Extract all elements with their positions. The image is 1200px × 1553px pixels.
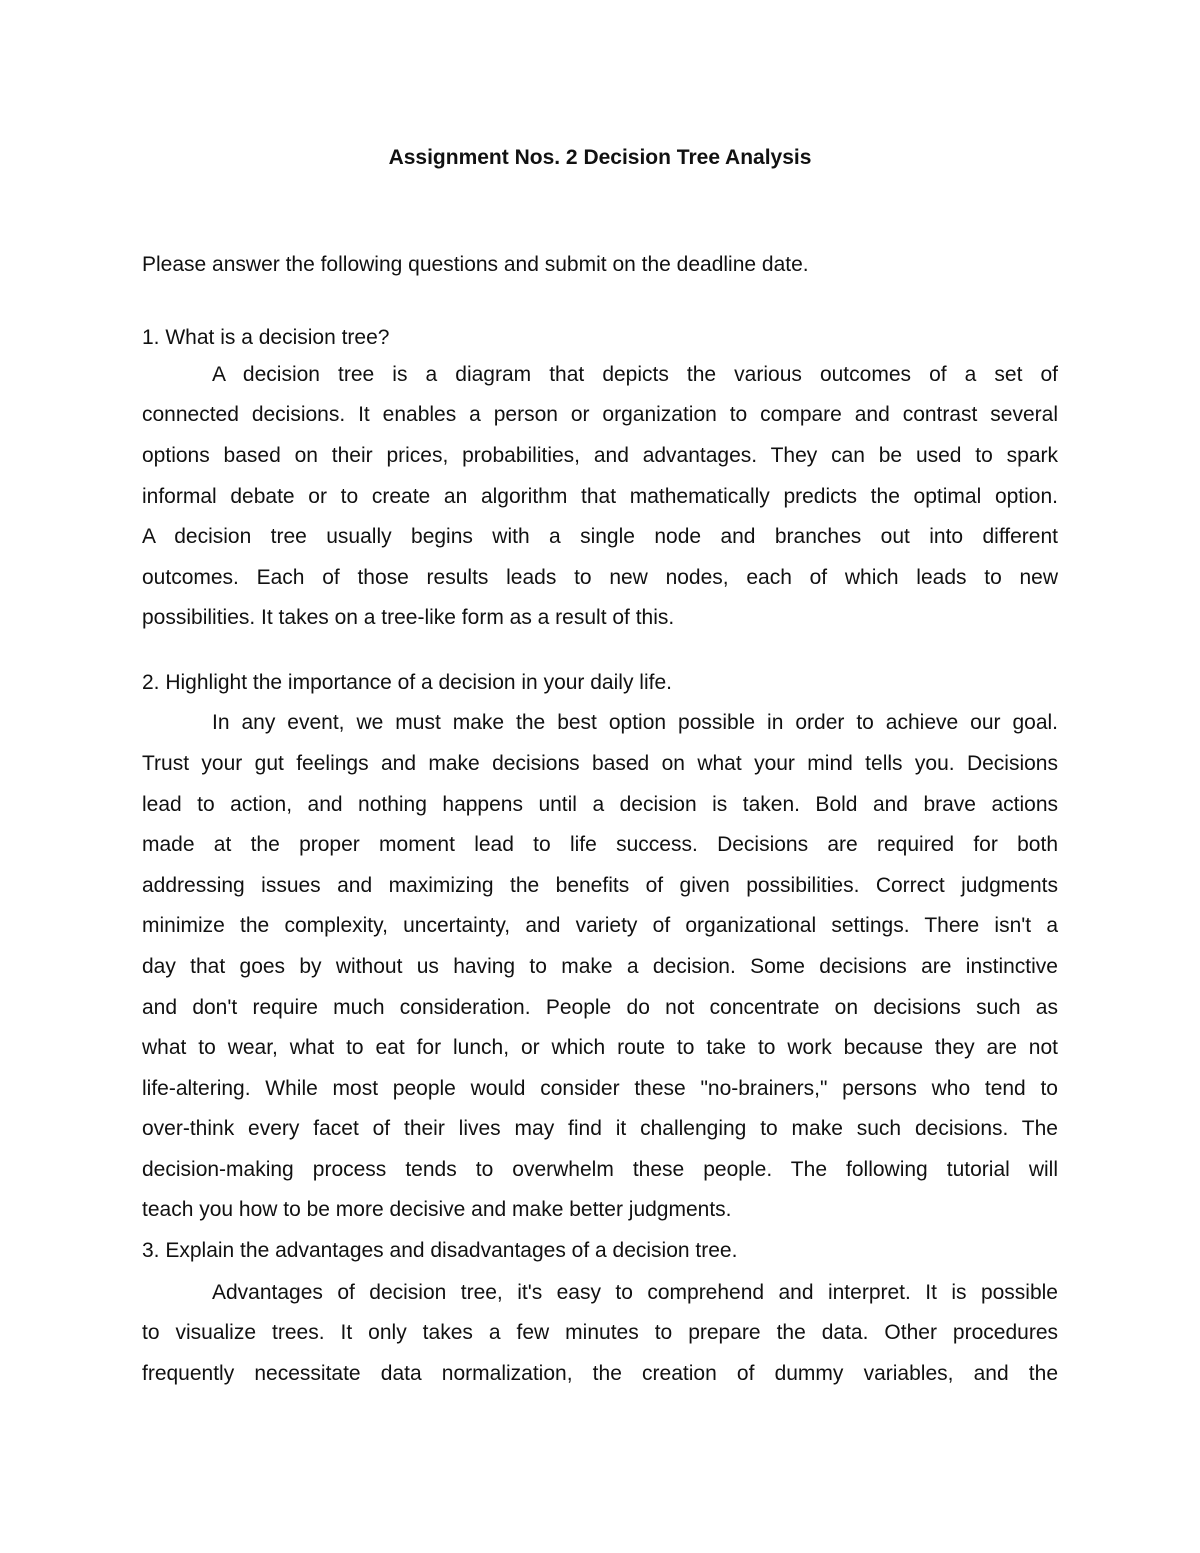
q3-answer-line: to visualize trees. It only takes a few minutes to prepare the data. Other procedures [142,1321,1058,1344]
q1-answer-line: informal debate or to create an algorithm that mathematically predicts the optimal option. [142,485,1058,508]
question-1-heading: 1. What is a decision tree? [142,326,390,349]
q1-answer-line: A decision tree is a diagram that depicts the various outcomes of a set of [212,363,1058,386]
instruction-text: Please answer the following questions and submit on the deadline date. [142,253,809,276]
q3-answer-line: Advantages of decision tree, it's easy to comprehend and interpret. It is possible [212,1281,1058,1304]
q2-answer-line: teach you how to be more decisive and make better judgments. [142,1198,732,1221]
question-2-heading: 2. Highlight the importance of a decision in your daily life. [142,671,672,694]
q1-answer-line: A decision tree usually begins with a single node and branches out into different [142,525,1058,548]
document-title: Assignment Nos. 2 Decision Tree Analysis [388,146,812,169]
question-3-heading: 3. Explain the advantages and disadvantages of a decision tree. [142,1239,738,1262]
q2-answer-line: made at the proper moment lead to life success. Decisions are required for both [142,833,1058,856]
q1-answer-line: options based on their prices, probabilities, and advantages. They can be used to spark [142,444,1058,467]
q2-answer-line: minimize the complexity, uncertainty, and variety of organizational settings. There isn't a [142,914,1058,937]
q2-answer-line: In any event, we must make the best option possible in order to achieve our goal. [212,711,1058,734]
q2-answer-line: lead to action, and nothing happens until a decision is taken. Bold and brave actions [142,793,1058,816]
q2-answer-line: life-altering. While most people would consider these "no-brainers," persons who tend to [142,1077,1058,1100]
q1-answer-line: outcomes. Each of those results leads to new nodes, each of which leads to new [142,566,1058,589]
q2-answer-line: decision-making process tends to overwhelm these people. The following tutorial will [142,1158,1058,1181]
q2-answer-line: over-think every facet of their lives may find it challenging to make such decisions. The [142,1117,1058,1140]
q3-answer-line: frequently necessitate data normalization, the creation of dummy variables, and the [142,1362,1058,1385]
q2-answer-line: addressing issues and maximizing the benefits of given possibilities. Correct judgments [142,874,1058,897]
q2-answer-line: and don't require much consideration. People do not concentrate on decisions such as [142,996,1058,1019]
q1-answer-line: possibilities. It takes on a tree-like form as a result of this. [142,606,675,629]
q2-answer-line: what to wear, what to eat for lunch, or which route to take to work because they are not [142,1036,1058,1059]
q1-answer-line: connected decisions. It enables a person or organization to compare and contrast several [142,403,1058,426]
q2-answer-line: day that goes by without us having to make a decision. Some decisions are instinctive [142,955,1058,978]
q2-answer-line: Trust your gut feelings and make decisions based on what your mind tells you. Decisions [142,752,1058,775]
